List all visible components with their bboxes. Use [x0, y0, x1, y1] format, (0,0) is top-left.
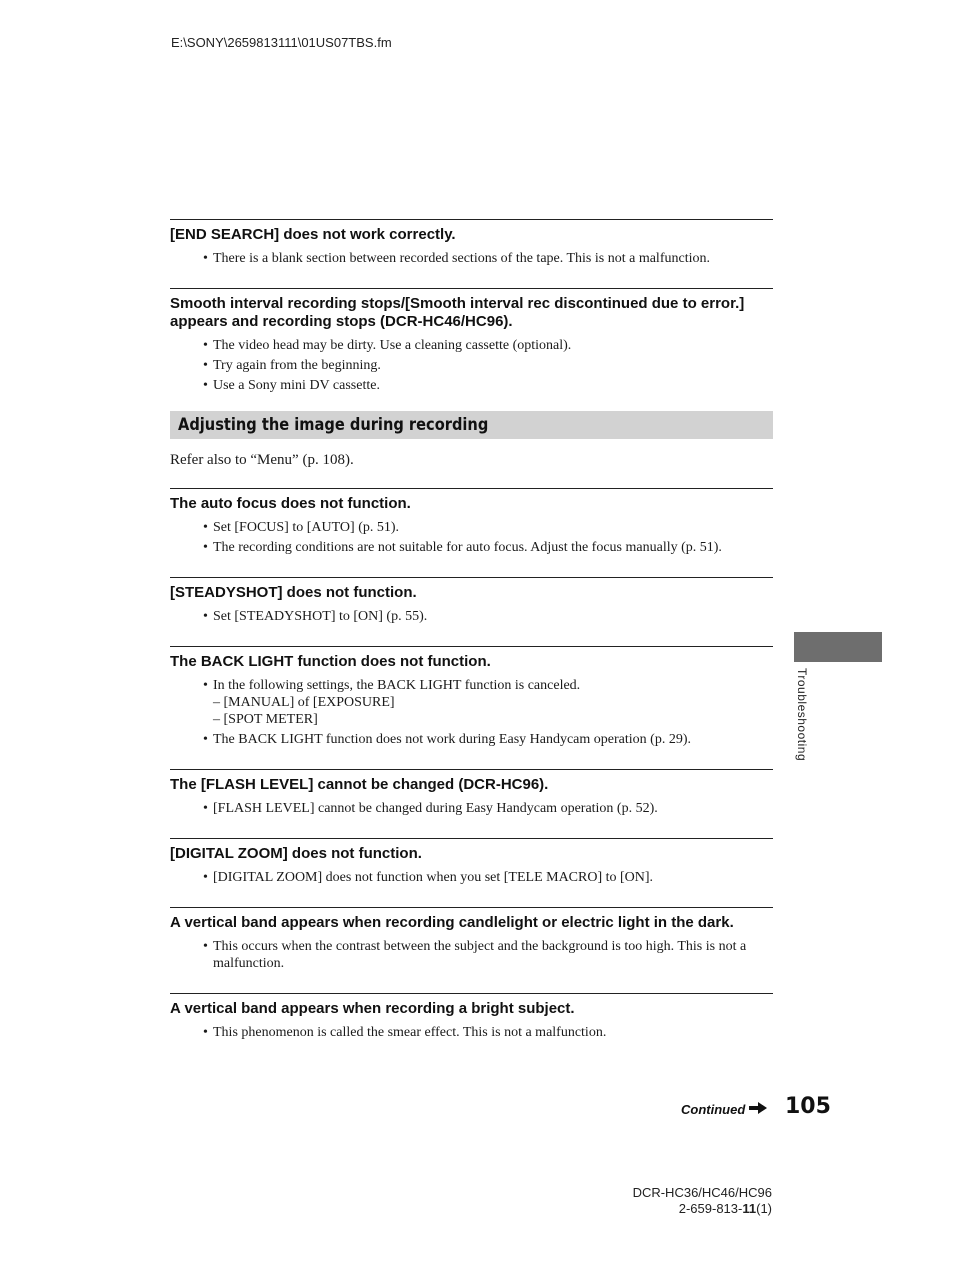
- continued-note: [681, 1102, 767, 1117]
- issue-flash-level: [170, 769, 773, 817]
- issue-end-search: [170, 219, 773, 267]
- issue-title: A vertical band appears when recording candlelight or electric light in the dark.: [170, 914, 734, 931]
- footer-code-suffix: (1): [756, 1201, 772, 1216]
- main-content: [170, 219, 773, 1044]
- footer: [633, 1185, 772, 1217]
- section-heading: [170, 411, 773, 439]
- sub-item: – [SPOT METER]: [213, 712, 318, 727]
- bullet-item: • Set [STEADYSHOT] to [ON] (p. 55).: [203, 608, 773, 625]
- bullet-list: [170, 677, 773, 748]
- file-path: E:\SONY\2659813111\01US07TBS.fm: [171, 35, 392, 50]
- issue-vertical-band-bright: [170, 993, 773, 1041]
- issue-auto-focus: [170, 488, 773, 556]
- issue-digital-zoom: [170, 838, 773, 886]
- issue-title: The auto focus does not function.: [170, 495, 411, 512]
- bullet-item: • This occurs when the contrast between the subject and the background is too high. This is not a malfunction.: [203, 938, 773, 972]
- page-number: 105: [785, 1094, 831, 1119]
- footer-code: [633, 1201, 772, 1217]
- issue-title: The BACK LIGHT function does not function.: [170, 653, 491, 670]
- bullet-list: [170, 938, 773, 972]
- bullet-item: • The BACK LIGHT function does not work during Easy Handycam operation (p. 29).: [203, 731, 773, 748]
- section-title: Adjusting the image during recording: [178, 415, 489, 435]
- continued-label: Continued: [681, 1102, 746, 1117]
- bullet-text: In the following settings, the BACK LIGHT function is canceled.: [213, 678, 581, 693]
- side-tab-label: Troubleshooting: [795, 668, 809, 762]
- issue-title: [STEADYSHOT] does not function.: [170, 584, 417, 601]
- bullet-item: • [FLASH LEVEL] cannot be changed during Easy Handycam operation (p. 52).: [203, 800, 773, 817]
- footer-code-prefix: 2-659-813-: [678, 1201, 743, 1216]
- issue-title: [DIGITAL ZOOM] does not function.: [170, 845, 422, 862]
- refer-note: Refer also to “Menu” (p. 108).: [170, 452, 354, 468]
- footer-model: DCR-HC36/HC46/HC96: [632, 1185, 772, 1200]
- bullet-item: • Try again from the beginning.: [203, 357, 773, 374]
- issue-title: A vertical band appears when recording a bright subject.: [170, 1000, 575, 1017]
- bullet-item: • This phenomenon is called the smear effect. This is not a malfunction.: [203, 1024, 773, 1041]
- issue-vertical-band-dark: [170, 907, 773, 972]
- section-tab-marker: [794, 632, 882, 662]
- bullet-list: [170, 250, 773, 267]
- bullet-item: • Set [FOCUS] to [AUTO] (p. 51).: [203, 519, 773, 536]
- bullet-list: [170, 337, 773, 394]
- bullet-list: [170, 519, 773, 556]
- bullet-item: • [DIGITAL ZOOM] does not function when you set [TELE MACRO] to [ON].: [203, 869, 773, 886]
- bullet-list: [170, 869, 773, 886]
- issue-title: Smooth interval recording stops/[Smooth interval rec discontinued due to error.] appears and recording stops (DCR-HC46/HC96).: [170, 295, 745, 330]
- issue-back-light: [170, 646, 773, 748]
- bullet-item: • The video head may be dirty. Use a cleaning cassette (optional).: [203, 337, 773, 354]
- bullet-item: • The recording conditions are not suitable for auto focus. Adjust the focus manually (p. 51).: [203, 539, 773, 556]
- bullet-list: [170, 608, 773, 625]
- footer-code-bold: 11: [742, 1201, 757, 1216]
- sub-item: – [MANUAL] of [EXPOSURE]: [213, 695, 395, 710]
- bullet-list: [170, 1024, 773, 1041]
- bullet-item: • There is a blank section between recorded sections of the tape. This is not a malfunction.: [203, 250, 773, 267]
- bullet-item: • Use a Sony mini DV cassette.: [203, 377, 773, 394]
- arrow-right-icon: [749, 1102, 767, 1117]
- issue-smooth-interval: [170, 288, 773, 394]
- issue-title: The [FLASH LEVEL] cannot be changed (DCR-HC96).: [170, 776, 549, 793]
- bullet-item: [203, 677, 773, 728]
- issue-steadyshot: [170, 577, 773, 625]
- issue-title: [END SEARCH] does not work correctly.: [170, 226, 456, 243]
- bullet-list: [170, 800, 773, 817]
